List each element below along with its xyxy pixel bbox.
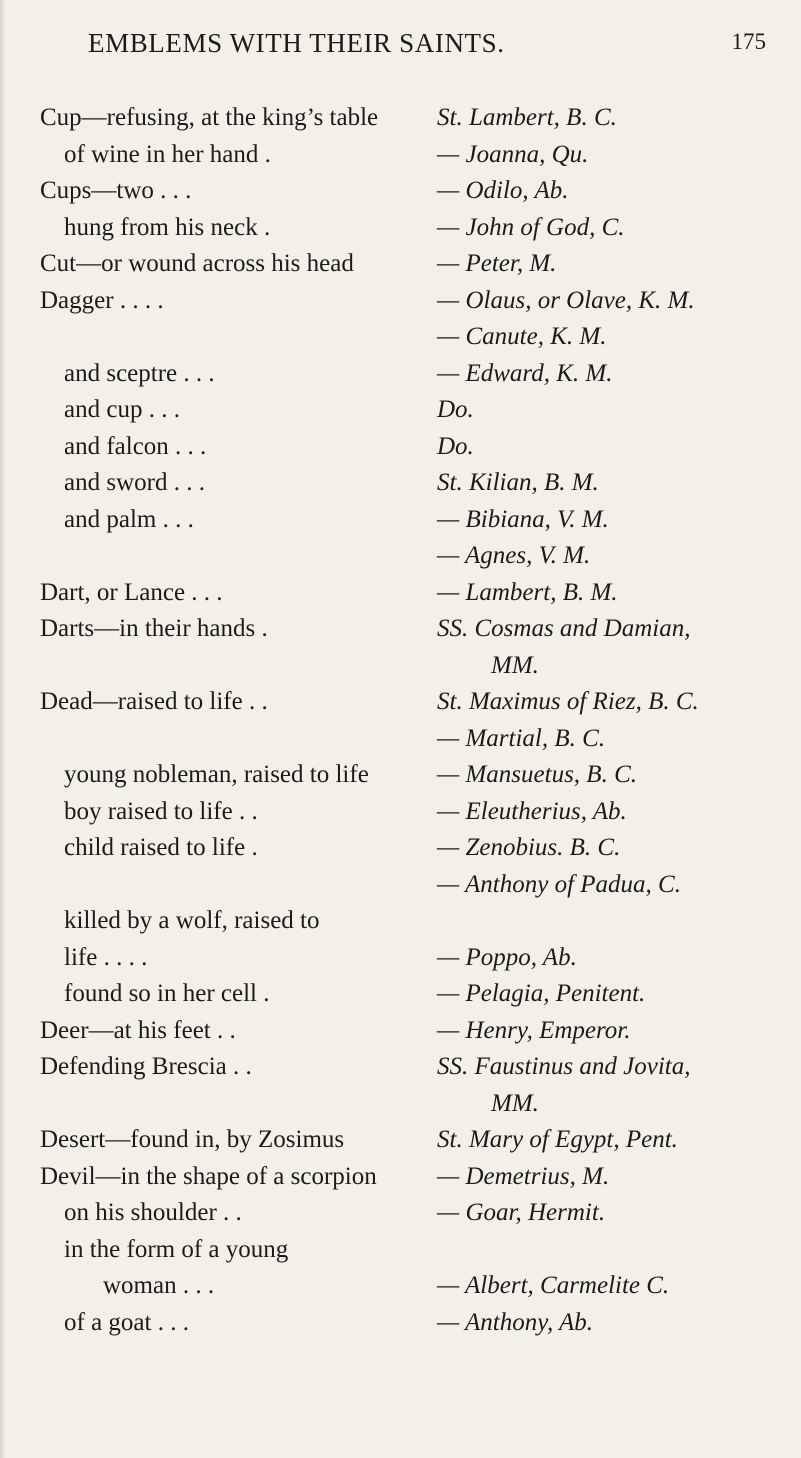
emblem-cell: found so in her cell .: [64, 980, 270, 1007]
saint-cell: — Zenobius. B. C.: [437, 834, 621, 861]
emblem-cell: Deer—at his feet . .: [40, 1017, 236, 1044]
emblem-cell: and falcon . . .: [64, 433, 207, 460]
saint-cell: — Anthony, Ab.: [437, 1309, 594, 1336]
emblem-cell: Dead—raised to life . .: [40, 688, 268, 715]
saint-cell: Do.: [437, 433, 474, 460]
emblem-cell: in the form of a young: [64, 1236, 289, 1263]
emblem-cell: killed by a wolf, raised to: [64, 907, 320, 934]
emblem-cell: Cut—or wound across his head: [40, 250, 354, 277]
index-row: [0, 392, 801, 428]
index-row: [0, 1305, 801, 1341]
index-row: [0, 1122, 801, 1158]
emblem-cell: boy raised to life . .: [64, 798, 258, 825]
index-row: [0, 502, 801, 538]
saint-cell: — Martial, B. C.: [437, 725, 606, 752]
index-row: [0, 1049, 801, 1085]
saint-cell: — Goar, Hermit.: [437, 1199, 606, 1226]
index-row: [0, 283, 801, 319]
index-row: [0, 465, 801, 501]
saint-cell: St. Mary of Egypt, Pent.: [437, 1126, 678, 1153]
page-number: 175: [731, 29, 766, 54]
emblem-cell: life . . . .: [64, 944, 148, 971]
emblem-cell: and cup . . .: [64, 396, 180, 423]
saint-cell: — Poppo, Ab.: [437, 944, 577, 971]
index-row: [0, 830, 801, 866]
saint-cell: — Peter, M.: [437, 250, 557, 277]
index-row: [0, 1013, 801, 1049]
index-row: [0, 1268, 801, 1304]
index-row: [0, 100, 801, 136]
emblem-cell: Dart, or Lance . . .: [40, 579, 223, 606]
saint-cell: — Joanna, Qu.: [437, 141, 589, 168]
saint-cell: — Lambert, B. M.: [437, 579, 618, 606]
index-row: [0, 319, 801, 355]
index-row: [0, 1086, 801, 1122]
saint-cell: Do.: [437, 396, 474, 423]
index-row: [0, 648, 801, 684]
index-row: [0, 210, 801, 246]
emblem-cell: Cups—two . . .: [40, 177, 192, 204]
index-row: [0, 794, 801, 830]
saint-cell: — Anthony of Padua, C.: [437, 871, 681, 898]
saint-cell: MM.: [491, 652, 539, 679]
saint-cell: — Agnes, V. M.: [437, 542, 591, 569]
emblem-cell: and sceptre . . .: [64, 360, 215, 387]
index-row: [0, 757, 801, 793]
saint-cell: St. Maximus of Riez, B. C.: [437, 688, 699, 715]
emblem-cell: Darts—in their hands .: [40, 615, 268, 642]
emblem-cell: and palm . . .: [64, 506, 194, 533]
saint-cell: MM.: [491, 1090, 539, 1117]
emblem-cell: hung from his neck .: [64, 214, 271, 241]
index-row: [0, 356, 801, 392]
saint-cell: SS. Faustinus and Jovita,: [437, 1053, 691, 1080]
emblem-cell: Desert—found in, by Zosimus: [40, 1126, 345, 1153]
index-row: [0, 684, 801, 720]
index-row: [0, 721, 801, 757]
saint-cell: — Odilo, Ab.: [437, 177, 569, 204]
saint-cell: — Edward, K. M.: [437, 360, 613, 387]
saint-cell: — Canute, K. M.: [437, 323, 607, 350]
index-row: [0, 246, 801, 282]
saint-cell: — Demetrius, M.: [437, 1163, 610, 1190]
saint-cell: — Eleutherius, Ab.: [437, 798, 627, 825]
saint-cell: St. Lambert, B. C.: [437, 104, 617, 131]
emblem-cell: Dagger . . . .: [40, 287, 164, 314]
emblem-cell: and sword . . .: [64, 469, 205, 496]
index-row: [0, 538, 801, 574]
emblem-cell: Cup—refusing, at the king’s table: [40, 104, 379, 131]
index-row: [0, 575, 801, 611]
saint-cell: — Pelagia, Penitent.: [437, 980, 646, 1007]
emblem-cell: woman . . .: [103, 1272, 215, 1299]
index-row: [0, 976, 801, 1012]
running-head: EMBLEMS WITH THEIR SAINTS.: [88, 28, 505, 58]
saint-cell: — Mansuetus, B. C.: [437, 761, 637, 788]
index-row: [0, 1232, 801, 1268]
index-row: [0, 940, 801, 976]
saint-cell: — Bibiana, V. M.: [437, 506, 609, 533]
saint-cell: — Albert, Carmelite C.: [437, 1272, 670, 1299]
emblem-cell: child raised to life .: [64, 834, 258, 861]
index-row: [0, 611, 801, 647]
saint-cell: SS. Cosmas and Damian,: [437, 615, 691, 642]
index-row: [0, 1195, 801, 1231]
saint-cell: — John of God, C.: [437, 214, 625, 241]
saint-cell: St. Kilian, B. M.: [437, 469, 599, 496]
emblem-cell: of wine in her hand .: [64, 141, 271, 168]
saint-cell: — Henry, Emperor.: [437, 1017, 631, 1044]
index-row: [0, 867, 801, 903]
emblem-cell: Defending Brescia . .: [40, 1053, 252, 1080]
index-row: [0, 137, 801, 173]
emblem-cell: of a goat . . .: [64, 1309, 189, 1336]
emblem-cell: young nobleman, raised to life: [64, 761, 369, 788]
index-row: [0, 903, 801, 939]
emblem-cell: on his shoulder . .: [64, 1199, 242, 1226]
index-row: [0, 1159, 801, 1195]
index-row: [0, 429, 801, 465]
index-row: [0, 173, 801, 209]
emblem-cell: Devil—in the shape of a scorpion: [40, 1163, 377, 1190]
saint-cell: — Olaus, or Olave, K. M.: [437, 287, 695, 314]
